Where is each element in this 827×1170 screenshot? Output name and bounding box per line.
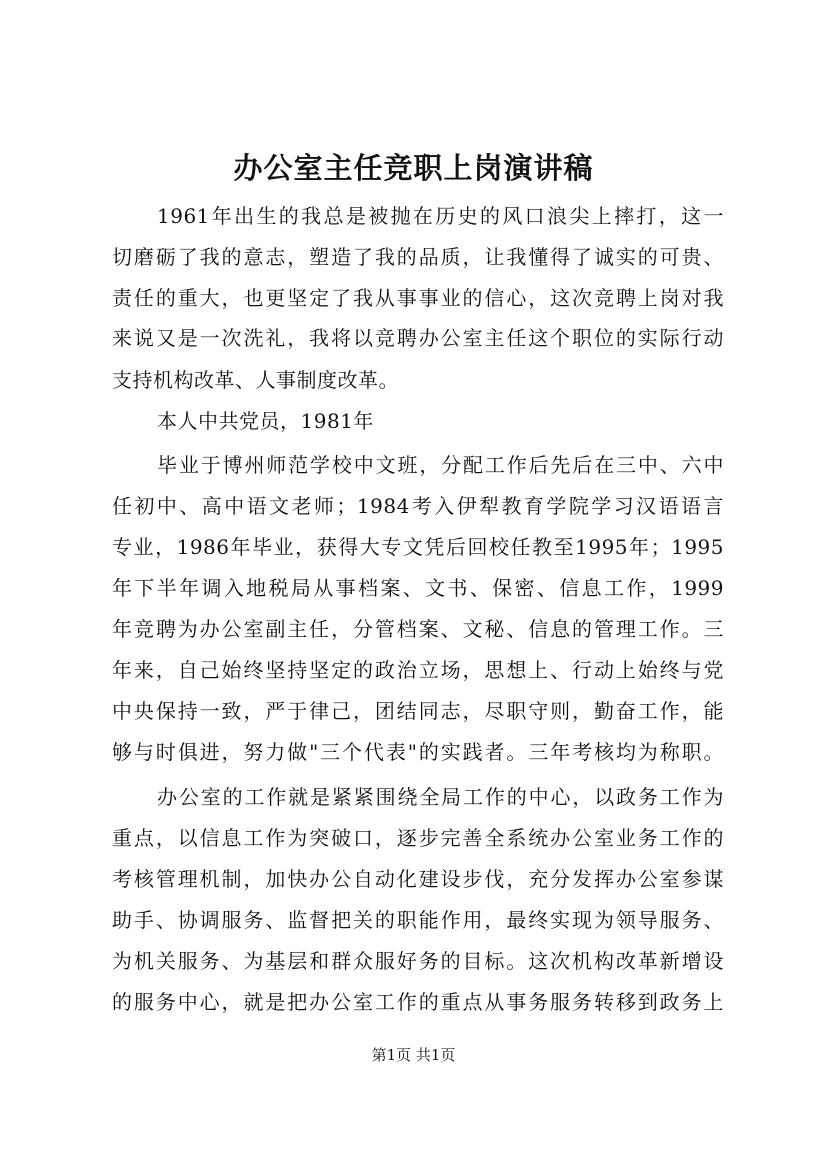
text-line: 的服务中心，就是把办公室工作的重点从事务服务转移到政务上 bbox=[112, 990, 724, 1014]
text-line: 助手、协调服务、监督把关的职能作用，最终实现为领导服务、 bbox=[112, 908, 724, 932]
text-line: 重点，以信息工作为突破口，逐步完善全系统办公室业务工作的 bbox=[112, 826, 724, 850]
text-line: 办公室的工作就是紧紧围绕全局工作的中心，以政务工作为 bbox=[157, 785, 724, 809]
text-line: 支持机构改革、人事制度改革。 bbox=[112, 368, 399, 392]
text-line: 为机关服务、为基层和群众服好务的目标。这次机构改革新增设 bbox=[112, 949, 724, 973]
text-line: 年竞聘为办公室副主任，分管档案、文秘、信息的管理工作。三 bbox=[112, 617, 724, 641]
text-line: 1961年出生的我总是被抛在历史的风口浪尖上摔打，这一 bbox=[157, 204, 724, 228]
text-line: 来说又是一次洗礼，我将以竞聘办公室主任这个职位的实际行动 bbox=[112, 326, 724, 350]
text-line: 中央保持一致，严于律己，团结同志，尽职守则，勤奋工作，能 bbox=[112, 699, 724, 723]
text-line: 毕业于博州师范学校中文班，分配工作后先后在三中、六中 bbox=[157, 453, 724, 477]
text-line: 年下半年调入地税局从事档案、文书、保密、信息工作，1999 bbox=[112, 576, 724, 600]
page-number-footer: 第1页 共1页 bbox=[371, 1046, 456, 1064]
text-line: 切磨砺了我的意志，塑造了我的品质，让我懂得了诚实的可贵、 bbox=[112, 245, 724, 269]
text-line: 年来，自己始终坚持坚定的政治立场，思想上、行动上始终与党 bbox=[112, 658, 724, 682]
text-line: 本人中共党员，1981年 bbox=[157, 409, 374, 433]
document-title: 办公室主任竞职上岗演讲稿 bbox=[233, 151, 594, 185]
text-line: 责任的重大，也更坚定了我从事事业的信心，这次竞聘上岗对我 bbox=[112, 286, 724, 310]
text-line: 考核管理机制，加快办公自动化建设步伐，充分发挥办公室参谋 bbox=[112, 867, 724, 891]
text-line: 专业，1986年毕业，获得大专文凭后回校任教至1995年；1995 bbox=[112, 535, 724, 559]
text-line: 够与时俱进，努力做"三个代表"的实践者。三年考核均为称职。 bbox=[112, 740, 724, 764]
text-line: 任初中、高中语文老师；1984考入伊犁教育学院学习汉语语言 bbox=[112, 494, 724, 518]
